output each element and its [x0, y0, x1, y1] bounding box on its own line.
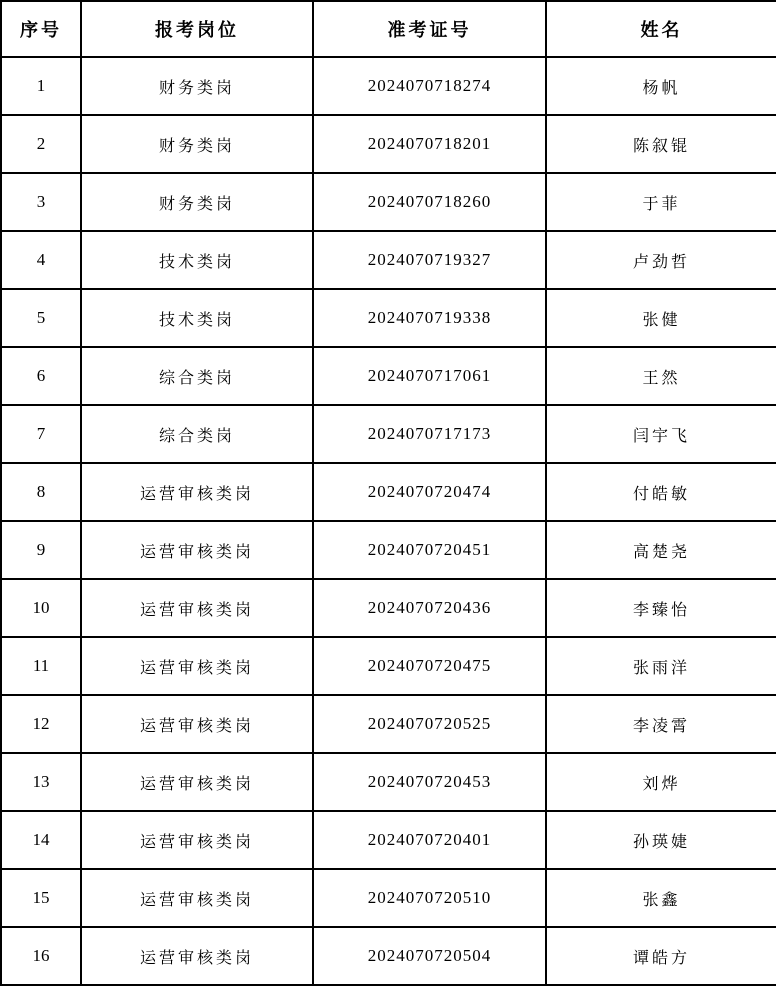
table-row — [1, 637, 776, 695]
cell-name: 刘烨 — [546, 753, 776, 811]
cell-ticket: 2024070720474 — [313, 463, 546, 521]
cell-name: 李臻怡 — [546, 579, 776, 637]
cell-ticket: 2024070718260 — [313, 173, 546, 231]
table-row — [1, 173, 776, 231]
cell-name: 陈叙锟 — [546, 115, 776, 173]
table-row — [1, 231, 776, 289]
cell-position: 财务类岗 — [81, 57, 313, 115]
cell-ticket: 2024070720401 — [313, 811, 546, 869]
cell-ticket: 2024070719327 — [313, 231, 546, 289]
cell-index: 14 — [1, 811, 81, 869]
cell-name: 张健 — [546, 289, 776, 347]
cell-index: 4 — [1, 231, 81, 289]
table-header — [1, 1, 776, 57]
table-row — [1, 115, 776, 173]
cell-position: 运营审核类岗 — [81, 811, 313, 869]
cell-position: 运营审核类岗 — [81, 463, 313, 521]
cell-index: 13 — [1, 753, 81, 811]
cell-name: 孙瑛婕 — [546, 811, 776, 869]
cell-ticket: 2024070720451 — [313, 521, 546, 579]
table-row — [1, 927, 776, 985]
cell-ticket: 2024070718274 — [313, 57, 546, 115]
table-row — [1, 289, 776, 347]
cell-ticket: 2024070717061 — [313, 347, 546, 405]
table-row — [1, 347, 776, 405]
cell-position: 财务类岗 — [81, 173, 313, 231]
cell-name: 于菲 — [546, 173, 776, 231]
cell-position: 运营审核类岗 — [81, 695, 313, 753]
cell-position: 运营审核类岗 — [81, 869, 313, 927]
cell-ticket: 2024070720453 — [313, 753, 546, 811]
cell-ticket: 2024070719338 — [313, 289, 546, 347]
cell-ticket: 2024070717173 — [313, 405, 546, 463]
cell-index: 2 — [1, 115, 81, 173]
cell-index: 9 — [1, 521, 81, 579]
cell-index: 12 — [1, 695, 81, 753]
cell-position: 综合类岗 — [81, 347, 313, 405]
table-row — [1, 579, 776, 637]
cell-index: 16 — [1, 927, 81, 985]
cell-name: 杨帆 — [546, 57, 776, 115]
cell-name: 闫宇飞 — [546, 405, 776, 463]
cell-name: 王然 — [546, 347, 776, 405]
cell-position: 技术类岗 — [81, 231, 313, 289]
cell-name: 付皓敏 — [546, 463, 776, 521]
cell-position: 综合类岗 — [81, 405, 313, 463]
header-row — [1, 1, 776, 57]
cell-index: 5 — [1, 289, 81, 347]
cell-index: 8 — [1, 463, 81, 521]
table-row — [1, 463, 776, 521]
table-row — [1, 811, 776, 869]
cell-name: 张雨洋 — [546, 637, 776, 695]
cell-position: 运营审核类岗 — [81, 753, 313, 811]
table-row — [1, 405, 776, 463]
cell-position: 财务类岗 — [81, 115, 313, 173]
cell-index: 1 — [1, 57, 81, 115]
cell-name: 卢劲哲 — [546, 231, 776, 289]
table-row — [1, 695, 776, 753]
table-row — [1, 753, 776, 811]
header-index: 序号 — [1, 1, 81, 57]
table-row — [1, 521, 776, 579]
cell-ticket: 2024070720475 — [313, 637, 546, 695]
cell-name: 张鑫 — [546, 869, 776, 927]
cell-name: 李凌霄 — [546, 695, 776, 753]
table-row — [1, 869, 776, 927]
cell-index: 7 — [1, 405, 81, 463]
header-position: 报考岗位 — [81, 1, 313, 57]
cell-position: 技术类岗 — [81, 289, 313, 347]
header-ticket: 准考证号 — [313, 1, 546, 57]
cell-index: 10 — [1, 579, 81, 637]
table-row — [1, 57, 776, 115]
cell-ticket: 2024070720510 — [313, 869, 546, 927]
cell-ticket: 2024070720436 — [313, 579, 546, 637]
cell-ticket: 2024070720525 — [313, 695, 546, 753]
cell-position: 运营审核类岗 — [81, 579, 313, 637]
cell-ticket: 2024070720504 — [313, 927, 546, 985]
cell-position: 运营审核类岗 — [81, 521, 313, 579]
cell-index: 3 — [1, 173, 81, 231]
header-name: 姓名 — [546, 1, 776, 57]
cell-position: 运营审核类岗 — [81, 927, 313, 985]
table-body — [1, 57, 776, 985]
cell-index: 11 — [1, 637, 81, 695]
cell-name: 谭皓方 — [546, 927, 776, 985]
cell-index: 15 — [1, 869, 81, 927]
cell-index: 6 — [1, 347, 81, 405]
cell-name: 高楚尧 — [546, 521, 776, 579]
cell-position: 运营审核类岗 — [81, 637, 313, 695]
cell-ticket: 2024070718201 — [313, 115, 546, 173]
